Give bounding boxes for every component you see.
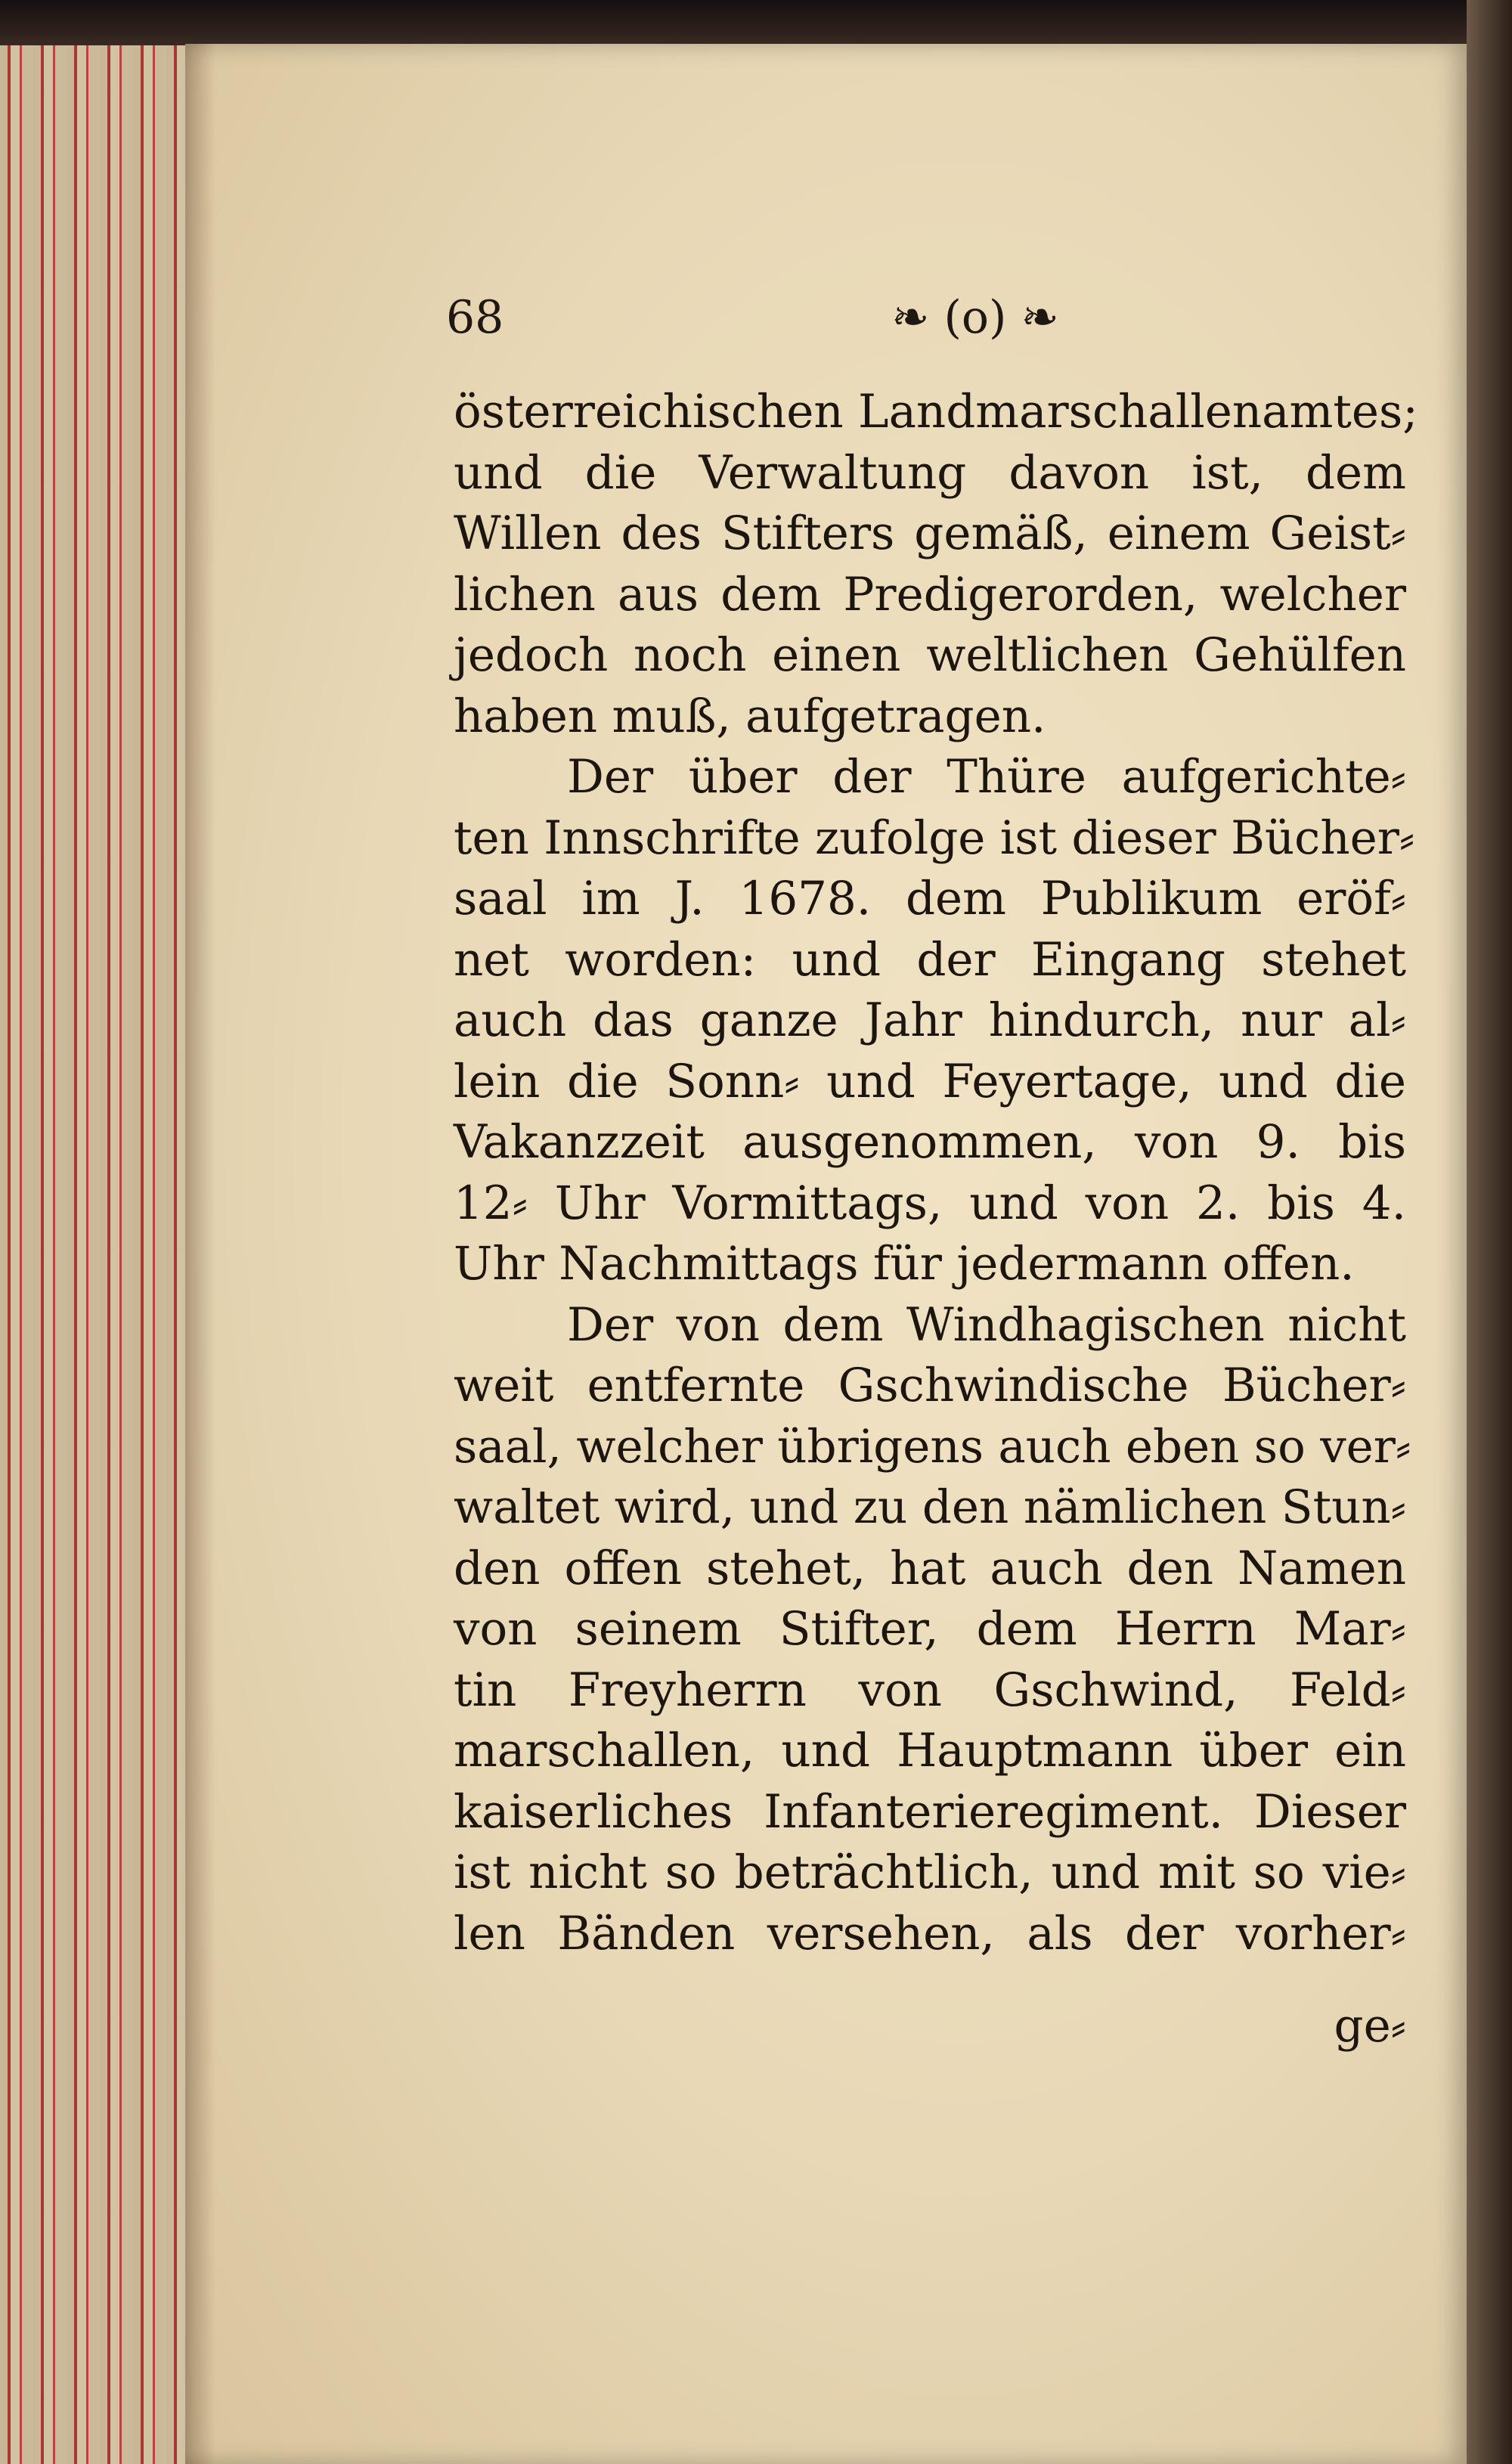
page-edges <box>0 45 204 2464</box>
text-line: len Bänden versehen, als der vorher⸗ <box>454 1906 1406 1960</box>
text-line: von seinem Stifter, dem Herrn Mar⸗ <box>454 1602 1406 1656</box>
text-line: Vakanzzeit ausgenommen, von 9. bis <box>454 1115 1406 1169</box>
text-line: Willen des Stifters gemäß, einem Geist⸗ <box>454 507 1406 560</box>
catchword: ge⸗ <box>1334 1999 1406 2053</box>
text-line: kaiserliches Infanterieregiment. Dieser <box>454 1784 1406 1839</box>
text-line: österreichischen Landmarschallenamtes; <box>454 385 1418 439</box>
page-header <box>446 284 1399 352</box>
text-line: net worden: und der Eingang stehet <box>454 932 1406 987</box>
text-line: und die Verwaltung davon ist, dem <box>454 445 1406 500</box>
text-line: tin Freyherrn von Gschwind, Feld⸗ <box>454 1663 1406 1717</box>
text-line: den offen stehet, hat auch den Namen <box>454 1541 1406 1595</box>
top-edge <box>0 0 1512 47</box>
text-line: Uhr Nachmittags für jedermann offen. <box>454 1237 1355 1291</box>
text-line: saal im J. 1678. dem Publikum eröf⸗ <box>454 872 1406 925</box>
text-line: Der von dem Windhagischen nicht <box>567 1297 1406 1352</box>
body-text <box>454 382 1418 1964</box>
page-number: 68 <box>446 291 504 344</box>
text-line: ten Innschrifte zufolge ist dieser Bücher⸗ <box>454 810 1415 865</box>
text-line: marschallen, und Hauptmann über ein <box>454 1724 1406 1777</box>
text-line: waltet wird, und zu den nämlichen Stun⸗ <box>454 1480 1406 1534</box>
header-ornament: ❧ (o) ❧ <box>891 291 1059 344</box>
text-line: lichen aus dem Predigerorden, welcher <box>454 567 1406 621</box>
right-edge <box>1467 0 1512 2464</box>
text-line: haben muß, aufgetragen. <box>454 689 1046 743</box>
text-line: jedoch noch einen weltlichen Gehülfen <box>454 628 1406 682</box>
text-line: weit entfernte Gschwindische Bücher⸗ <box>454 1359 1406 1412</box>
text-line: ist nicht so beträchtlich, und mit so vie⸗ <box>454 1846 1406 1899</box>
text-line: 12⸗ Uhr Vormittags, und von 2. bis 4. <box>454 1176 1406 1230</box>
page-gutter <box>185 44 215 2464</box>
text-line: auch das ganze Jahr hindurch, nur al⸗ <box>454 993 1406 1047</box>
text-line: saal, welcher übrigens auch eben so ver⸗ <box>454 1419 1411 1474</box>
text-line: lein die Sonn⸗ und Feyertage, und die <box>454 1054 1406 1108</box>
text-line: Der über der Thüre aufgerichte⸗ <box>567 750 1406 804</box>
